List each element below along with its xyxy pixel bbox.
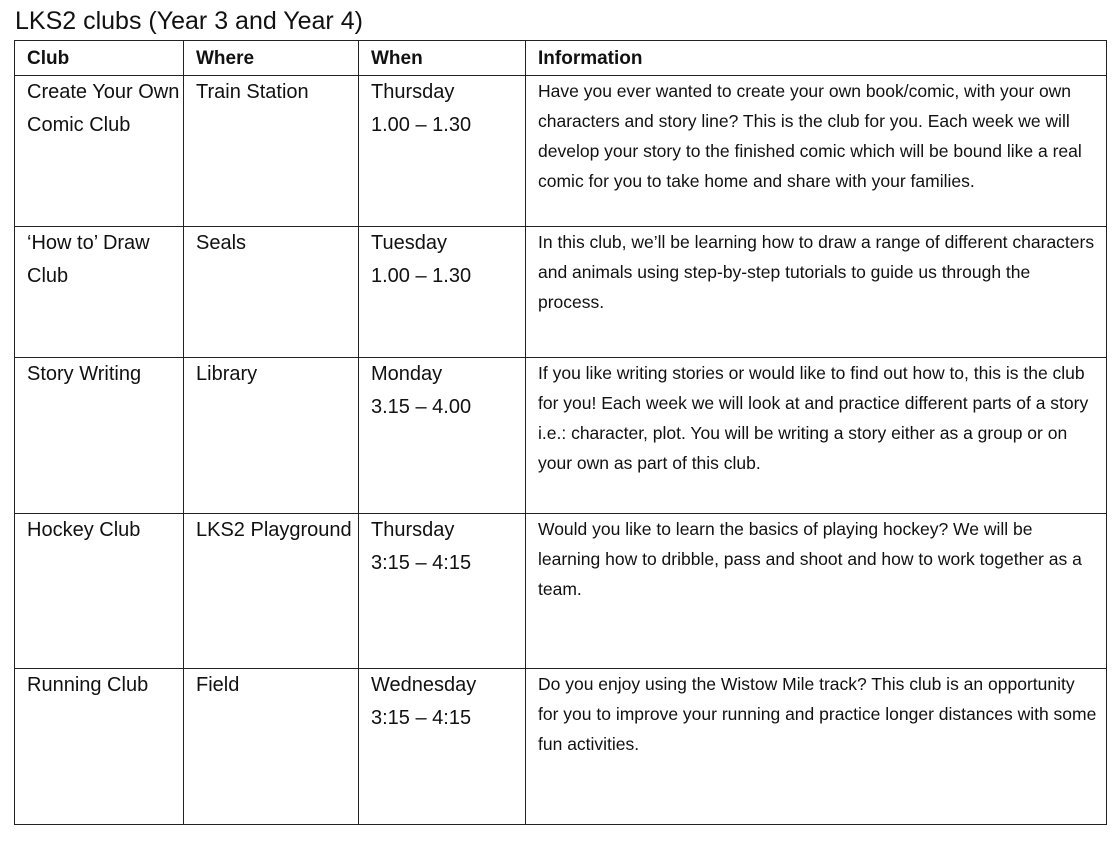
- club-day: Thursday: [371, 81, 455, 103]
- club-day: Wednesday: [371, 674, 477, 696]
- header-club: Club: [15, 41, 184, 76]
- club-where-cell: Seals: [184, 227, 359, 358]
- club-information-cell: In this club, we’ll be learning how to draw a range of different characters and animals using step-by-step tutorials to guide us through the process.: [526, 227, 1107, 358]
- table-row: [15, 514, 1107, 669]
- club-time: 3:15 – 4:15: [371, 552, 472, 574]
- club-where-cell: Field: [184, 669, 359, 825]
- club-information-cell: If you like writing stories or would like to find out how to, this is the club for you! Each week we will look at and practice different parts of a story i.e.: character, plot. You will be writing a story either as a group or on your own as part of this club.: [526, 358, 1107, 514]
- club-day: Thursday: [371, 519, 455, 541]
- club-time: 1.00 – 1.30: [371, 114, 472, 136]
- club-where-cell: LKS2 Playground: [184, 514, 359, 669]
- club-where-cell: Train Station: [184, 76, 359, 227]
- club-day: Tuesday: [371, 232, 447, 254]
- club-name-cell: ‘How to’ Draw Club: [15, 227, 184, 358]
- club-name-cell: Hockey Club: [15, 514, 184, 669]
- club-time: 1.00 – 1.30: [371, 265, 472, 287]
- header-information: Information: [526, 41, 1107, 76]
- club-when-cell: [359, 514, 526, 669]
- club-time: 3.15 – 4.00: [371, 396, 472, 418]
- table-row: [15, 669, 1107, 825]
- club-name-cell: Create Your Own Comic Club: [15, 76, 184, 227]
- club-day: Monday: [371, 363, 443, 385]
- document-title: LKS2 clubs (Year 3 and Year 4): [15, 7, 363, 35]
- club-name-cell: Running Club: [15, 669, 184, 825]
- table-row: [15, 227, 1107, 358]
- club-when-cell: [359, 669, 526, 825]
- club-when-cell: [359, 227, 526, 358]
- club-information-cell: Have you ever wanted to create your own book/comic, with your own characters and story line? This is the club for you. Each week we will develop your story to the finished comic which will be bound like a real comic for you to take home and share with your families.: [526, 76, 1107, 227]
- header-when: When: [359, 41, 526, 76]
- club-when-cell: [359, 358, 526, 514]
- club-information-cell: Do you enjoy using the Wistow Mile track? This club is an opportunity for you to improve your running and practice longer distances with some fun activities.: [526, 669, 1107, 825]
- table-row: [15, 358, 1107, 514]
- club-when-cell: [359, 76, 526, 227]
- club-time: 3:15 – 4:15: [371, 707, 472, 729]
- club-information-cell: Would you like to learn the basics of playing hockey? We will be learning how to dribble, pass and shoot and how to work together as a team.: [526, 514, 1107, 669]
- club-name-cell: Story Writing: [15, 358, 184, 514]
- table-row: [15, 76, 1107, 227]
- club-where-cell: Library: [184, 358, 359, 514]
- table-header-row: [15, 41, 1107, 76]
- clubs-table: [14, 40, 1107, 825]
- header-where: Where: [184, 41, 359, 76]
